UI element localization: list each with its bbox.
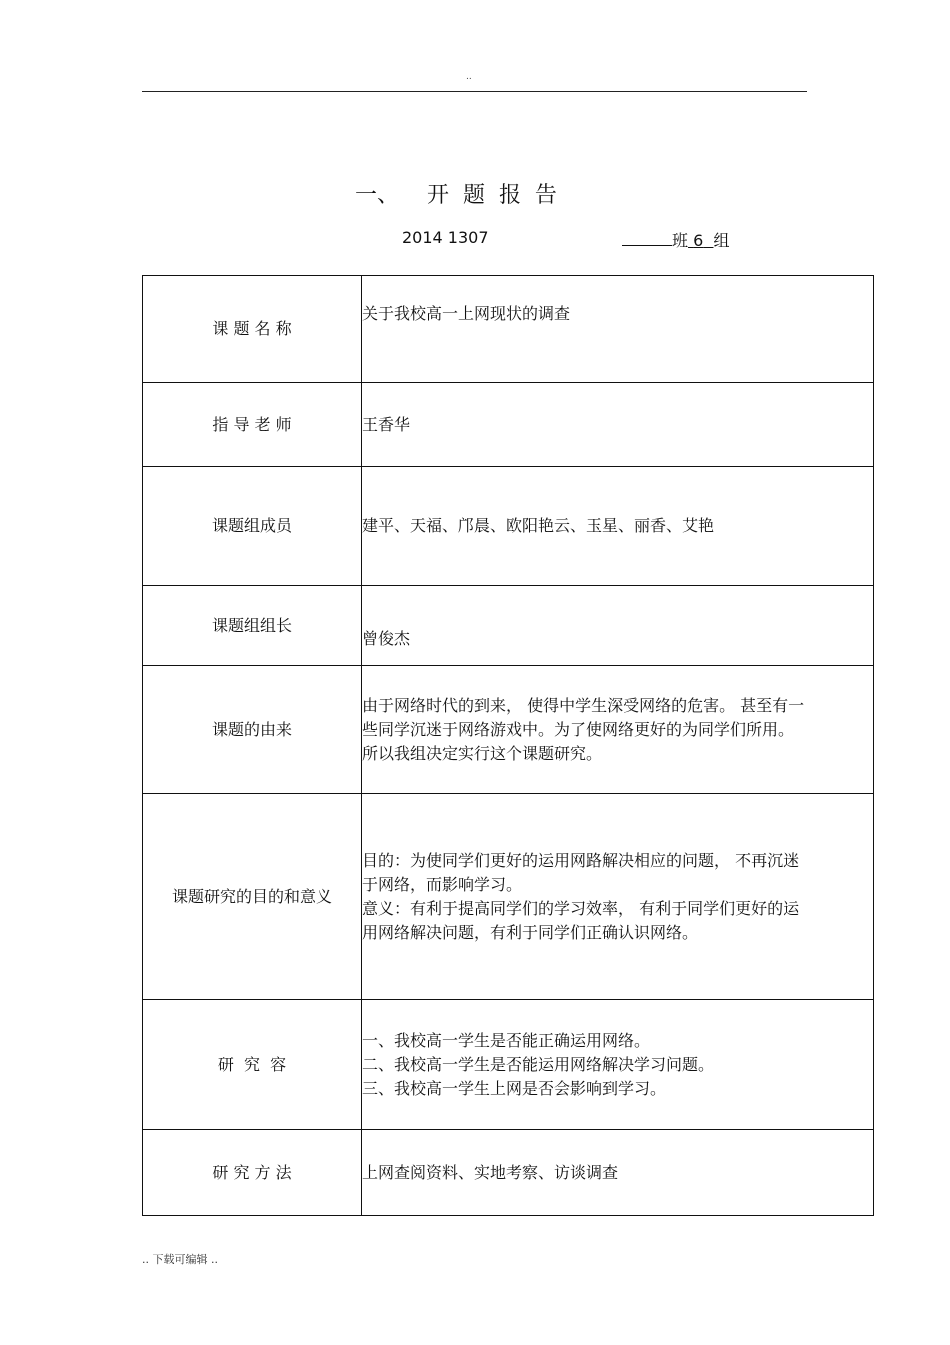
class-group-line — [622, 228, 729, 251]
class-suffix: 班 — [672, 231, 689, 250]
proposal-table — [142, 275, 874, 1216]
group-number: 6 — [693, 231, 704, 250]
value-content: 一、我校高一学生是否能正确运用网络。 二、我校高一学生是否能运用网络解决学习问题。 三、我校高一学生上网是否会影响到学习。 — [362, 1000, 874, 1130]
label-method: 研 究 方 法 — [143, 1130, 362, 1216]
value-members: 建平、天福、邝晨、欧阳艳云、玉星、丽香、艾艳 — [362, 467, 874, 586]
table-row-advisor — [143, 383, 874, 467]
table-row-purpose — [143, 794, 874, 1000]
label-content: 研 究 容 — [143, 1000, 362, 1130]
table-row-method — [143, 1130, 874, 1216]
value-advisor: 王香华 — [362, 383, 874, 467]
label-advisor: 指 导 老 师 — [143, 383, 362, 467]
value-method: 上网查阅资料、实地考察、访谈调查 — [362, 1130, 874, 1216]
value-purpose: 目的：为使同学们更好的运用网路解决相应的问题， 不再沉迷 于网络，而影响学习。 意义：有利于提高同学们的学习效率， 有利于同学们更好的运 用网络解决问题，有利于同学们正确认识网络。 — [362, 794, 874, 1000]
label-topic-name: 课 题 名 称 — [143, 276, 362, 383]
value-topic-name: 关于我校高一上网现状的调查 — [362, 276, 874, 383]
report-title: 一、 开 题 报 告 — [355, 183, 557, 208]
table-row-members — [143, 467, 874, 586]
label-purpose: 课题研究的目的和意义 — [143, 794, 362, 1000]
class-blank — [622, 229, 672, 246]
label-members: 课题组成员 — [143, 467, 362, 586]
value-leader: 曾俊杰 — [362, 586, 874, 666]
label-origin: 课题的由来 — [143, 666, 362, 794]
group-suffix: 组 — [713, 231, 730, 250]
table-row-content — [143, 1000, 874, 1130]
table-row-origin — [143, 666, 874, 794]
header-rule — [142, 91, 807, 92]
class-number: 2014 1307 — [402, 228, 489, 247]
header-dots: .. — [466, 72, 472, 82]
table-row-topic-name — [143, 276, 874, 383]
value-origin: 由于网络时代的到来， 使得中学生深受网络的危害。 甚至有一 些同学沉迷于网络游戏中。为了使网络更好的为同学们所用。 所以我组决定实行这个课题研究。 — [362, 666, 874, 794]
label-leader: 课题组组长 — [143, 586, 362, 666]
table-row-leader — [143, 586, 874, 666]
footer-note: .. 下载可编辑 .. — [142, 1253, 218, 1266]
